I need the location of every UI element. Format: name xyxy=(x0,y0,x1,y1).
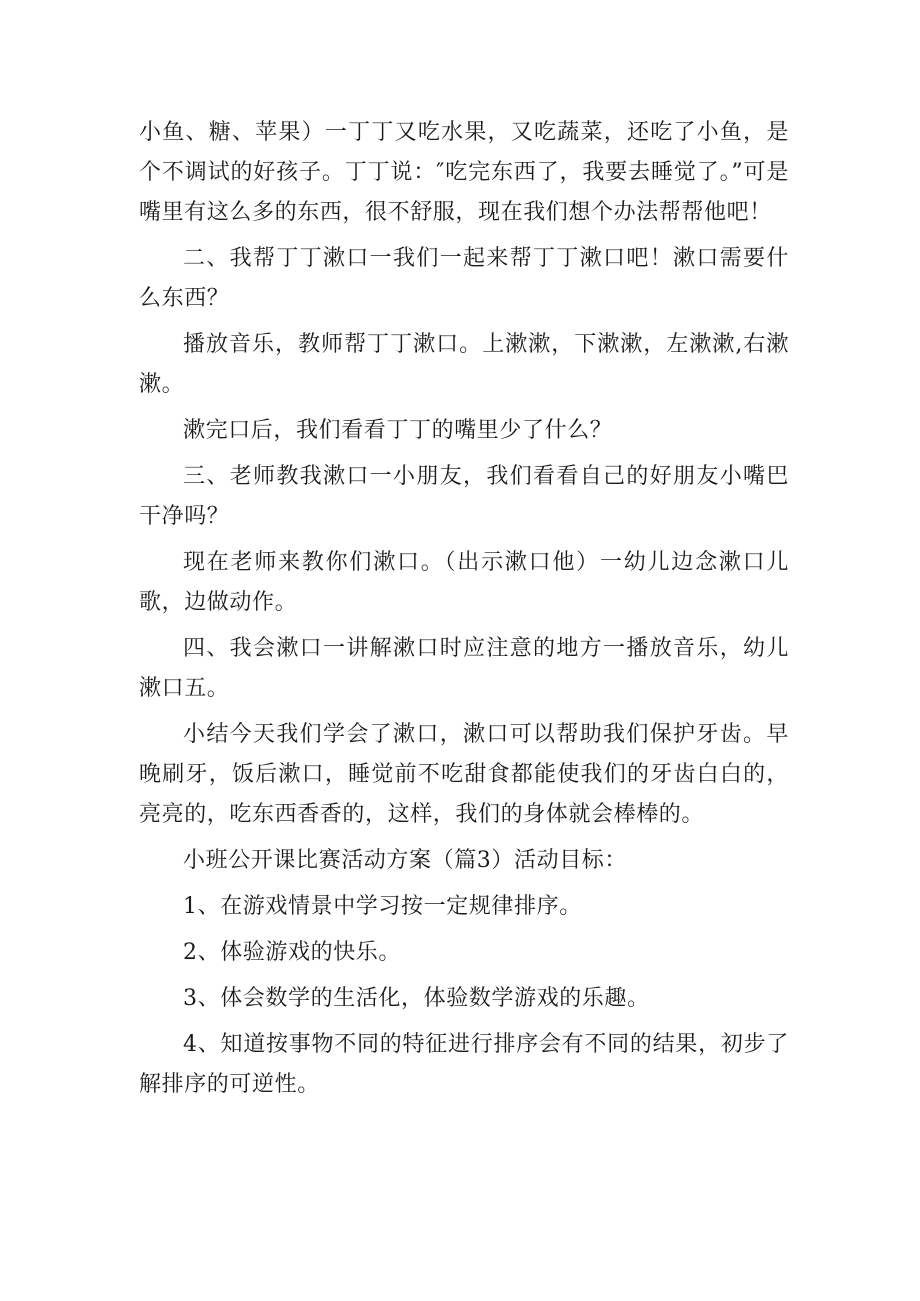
paragraph-teacher-demo: 现在老师来教你们漱口。（出示漱口他）一幼儿边念漱口儿歌，边做动作。 xyxy=(139,550,789,615)
paragraph-goal-4: 4、知道按事物不同的特征进行排序会有不同的结果，初步了解排序的可逆性。 xyxy=(139,1032,789,1097)
paragraph-step-four: 四、我会漱口一讲解漱口时应注意的地方一播放音乐，幼儿漱口五。 xyxy=(139,636,789,701)
paragraph-section-heading: 小班公开课比赛活动方案（篇3）活动目标： xyxy=(183,848,627,873)
paragraph-after-rinse: 漱完口后，我们看看丁丁的嘴里少了什么？ xyxy=(183,418,613,443)
document-body xyxy=(139,113,789,1111)
paragraph-goal-1: 1、在游戏情景中学习按一定规律排序。 xyxy=(183,894,582,919)
paragraph-play-music: 播放音乐，教师帮丁丁漱口。上漱漱，下漱漱，左漱漱,右漱漱。 xyxy=(139,332,789,397)
paragraph-intro-continuation: 小鱼、糖、苹果）一丁丁又吃水果，又吃蔬菜，还吃了小鱼，是个不调试的好孩子。丁丁说：″吃完东西了，我要去睡觉了。”可是嘴里有这么多的东西，很不舒服，现在我们想个办法帮帮他吧！ xyxy=(139,120,789,225)
paragraph-step-two: 二、我帮丁丁漱口一我们一起来帮丁丁漱口吧！漱口需要什么东西？ xyxy=(139,246,789,311)
paragraph-step-three: 三、老师教我漱口一小朋友，我们看看自己的好朋友小嘴巴干净吗？ xyxy=(139,464,789,529)
paragraph-goal-3: 3、体会数学的生活化，体验数学游戏的乐趣。 xyxy=(183,986,650,1011)
paragraph-goal-2: 2、体验游戏的快乐。 xyxy=(183,940,401,965)
paragraph-summary: 小结今天我们学会了漱口，漱口可以帮助我们保护牙齿。早晚刷牙，饭后漱口，睡觉前不吃甜食都能使我们的牙齿白白的，亮亮的，吃东西香香的，这样，我们的身体就会棒棒的。 xyxy=(139,722,789,827)
